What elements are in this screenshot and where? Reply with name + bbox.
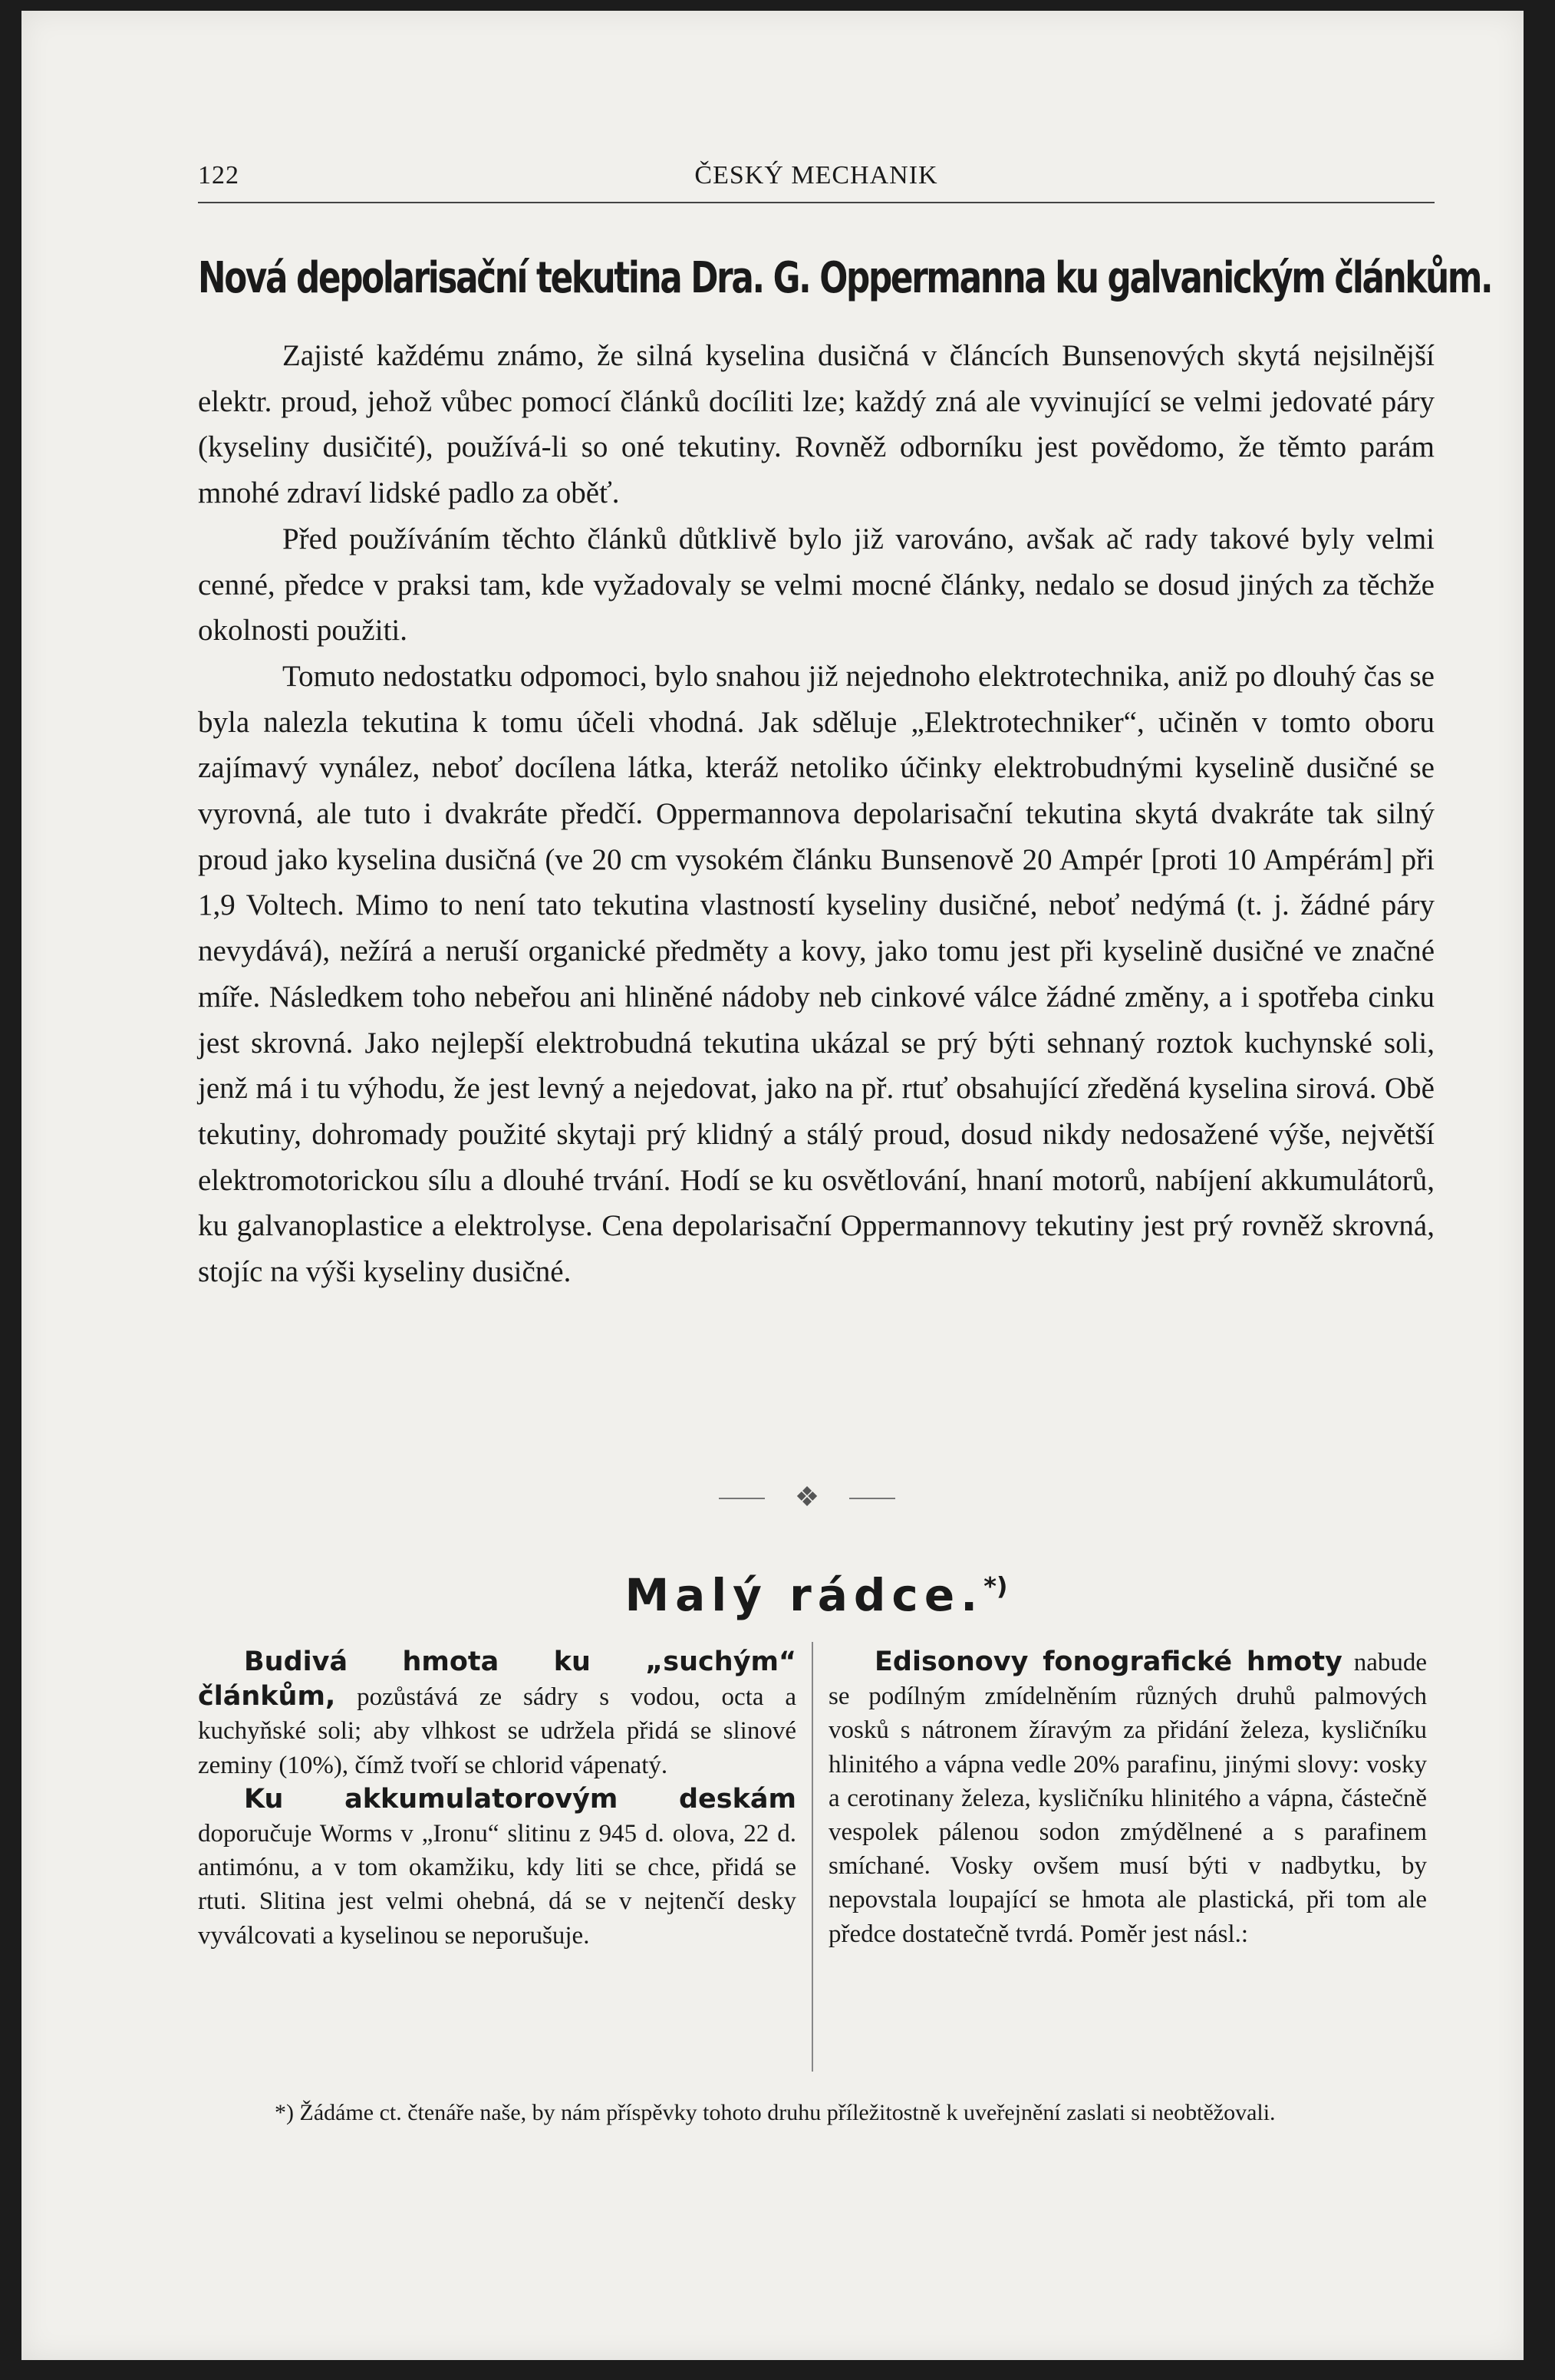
tip-lead: Ku akkumulatorovým deskám — [244, 1783, 796, 1815]
footnote: *) Žádáme ct. čtenáře naše, by nám příspěvky tohoto druhu příležitostně k uveřejnění zaslati si neobtěžovali. — [275, 2100, 1276, 2125]
article-body — [198, 333, 1435, 1295]
right-column — [829, 1645, 1427, 1951]
running-title: ČESKÝ MECHANIK — [694, 161, 938, 190]
page-number: 122 — [198, 161, 239, 190]
header-rule — [198, 202, 1435, 203]
tip-text: doporučuje Worms v „Ironu“ slitinu z 945 d. olova, 22 d. antimónu, a v tom okamžiku, kdy liti se chce, přidá se rtuti. Slitina jest velmi ohebná, dá se v nejtenčí desky vyválcovati a kyselinou se neporušuje. — [198, 1820, 796, 1950]
paragraph: Zajisté každému známo, že silná kyselina dusičná v článcích Bunsenových skytá nejsilnější elektr. proud, jehož vůbec pomocí článků docíliti lze; každý zná ale vyvinující se velmi jedovaté páry (kyseliny dusičité), používá-li so oné tekutiny. Rovněž odborníku jest povědomo, že těmto parám mnohé zdraví lidské padlo za oběť. — [198, 339, 1435, 510]
tip-item — [829, 1645, 1427, 1951]
tip-lead: Budivá hmota ku „suchým“ článkům, — [198, 1647, 796, 1712]
section-ornament: ❖ — [761, 1481, 853, 1513]
section-title — [198, 1569, 1435, 1621]
section-title-mark: *) — [983, 1571, 1008, 1601]
tip-item — [198, 1645, 796, 1782]
paragraph: Tomuto nedostatku odpomoci, bylo snahou již nejednoho elektrotechnika, aniž po dlouhý čas se byla nalezla tekutina k tomu účeli vhodná. Jak sděluje „Elektrotechniker“, učiněn v tomto oboru zajímavý vynález, neboť docílena látka, kteráž netoliko účinky elektrobudnými kyselině dusičné se vyrovná, ale tuto i dvakráte předčí. Oppermannova depolarisační tekutina skytá dvakráte tak silný proud jako kyselina dusičná (ve 20 cm vysokém článku Bunsenově 20 Ampér [proti 10 Ampérám] při 1,9 Voltech. Mimo to není tato tekutina vlastností kyseliny dusičné, neboť nedýmá (t. j. žádné páry nevydává), nežírá a neruší organické předměty a kovy, jako tomu jest při kyselině dusičné ve značné míře. Následkem toho nebeřou ani hliněné nádoby neb cinkové válce žádné změny, a i spotřeba cinku jest skrovná. Jako nejlepší elektrobudná tekutina ukázal se prý býti sehnaný roztok kuchynské soli, jenž má i tu výhodu, že jest levný a nejedovat, jako na př. rtuť obsahující zředěná kyselina sirová. Obě tekutiny, dohromady použité skytaji prý klidný a stálý proud, dosud nikdy nedosažené výše, největší elektromotorickou sílu a dlouhé trvání. Hodí se ku osvětlování, hnaní motorů, nabíjení akkumulátorů, ku galvanoplastice a elektrolyse. Cena depolarisační Oppermannovy tekutiny jest prý rovněž skrovná, stojíc na výši kyseliny dusičné. — [198, 659, 1435, 1289]
tip-text: nabude se podílným zmídelněním různých druhů palmových vosků s nátronem žíravým za přidání železa, kysličníku hlinitého a vápna vedle 20% parafinu, jinými slovy: vosky a cerotinany železa, kysličníku hlinitého a vápna, částečně vespolek pálenou sodon zmýdělnené a s parafinem smíchané. Vosky ovšem musí býti v nadbytku, by nepovstala loupající se hmota ale plastická, při tom ale předce dostatečně tvrdá. Poměr jest násl.: — [829, 1649, 1427, 1948]
tip-lead: Edisonovy fonografické hmoty — [875, 1647, 1343, 1677]
left-column — [198, 1645, 796, 1953]
column-divider — [812, 1642, 813, 2072]
paragraph: Před používáním těchto článků důtklivě bylo již varováno, avšak ač rady takové byly velmi cenné, předce v praksi tam, kde vyžadovaly se velmi mocné články, nedalo se dosud jiných za těchže okolnosti použiti. — [198, 522, 1435, 648]
tip-text: pozůstává ze sádry s vodou, octa a kuchyňské soli; aby vlhkost se udržela přidá se slinové zeminy (10%), čímž tvoří se chlorid vápenatý. — [198, 1683, 796, 1779]
tip-item — [198, 1782, 796, 1953]
section-title-text: Malý rádce. — [624, 1569, 984, 1621]
article-title: Nová depolarisační tekutina Dra. G. Oppermanna ku galvanickým článkům. — [198, 253, 1492, 303]
